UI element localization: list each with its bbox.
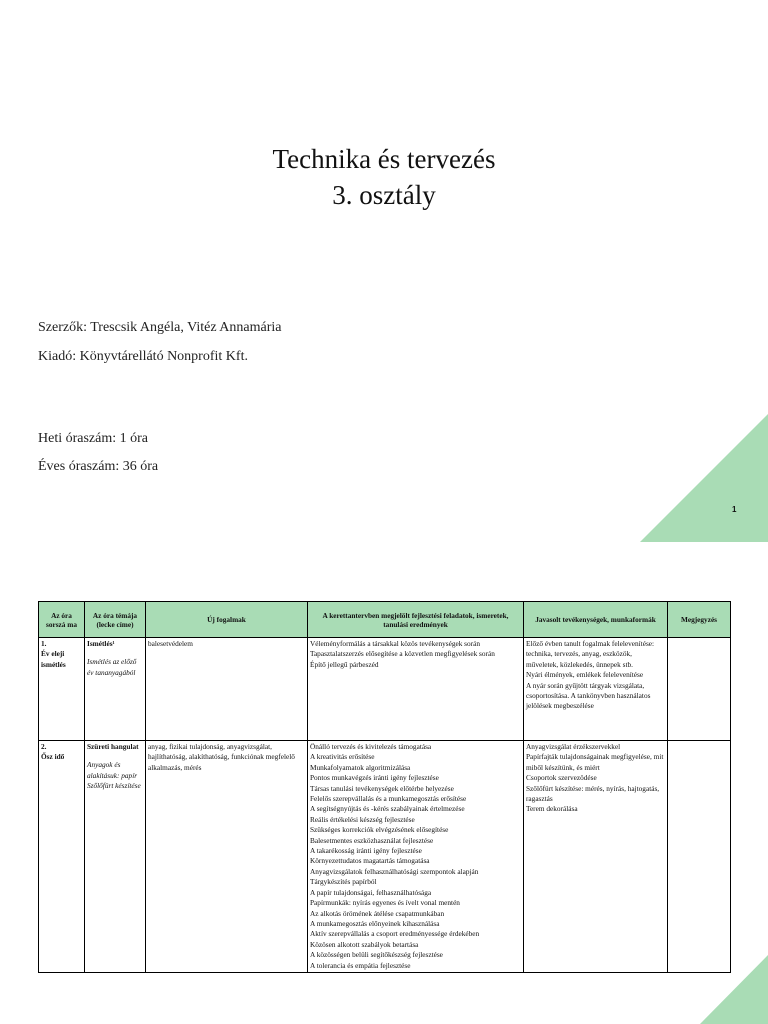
page-number: 1: [732, 505, 737, 514]
activities-cell: [524, 638, 668, 741]
goal-item: Aktív szerepvállalás a csoport eredményessége érdekében: [310, 929, 480, 939]
lesson-number: 2.: [41, 742, 47, 751]
activity-item: Terem dekorálása: [526, 804, 578, 814]
lesson-number-label: Ősz idő: [41, 752, 65, 762]
goal-item: Építő jellegű párbeszéd: [310, 659, 379, 669]
goal-item: Szükséges korrekciók elvégzésének elősegítése: [310, 825, 449, 835]
goal-item: Tárgykészítés papírból: [310, 877, 377, 887]
goal-item: Véleményformálás a társakkal közös tevékenységek során: [310, 639, 480, 648]
header-cell: A kerettantervben megjelölt fejlesztési feladatok, ismeretek, tanulási eredmények: [308, 602, 524, 638]
header-cell: Megjegyzés: [668, 602, 731, 638]
activities-cell: [524, 741, 668, 973]
document-title: Technika és tervezés: [272, 144, 496, 174]
lesson-number-cell: [39, 638, 85, 741]
goal-item: Balesetmentes eszközhasználat fejlesztése: [310, 835, 434, 845]
goal-item: A segítségnyújtás és -kérés szabályainak értelmezése: [310, 804, 465, 814]
lesson-topic-cell: [85, 638, 146, 741]
weekly-hours: Heti óraszám: 1 óra: [38, 431, 149, 446]
lesson-topic-cell: [85, 741, 146, 973]
document-subtitle: 3. osztály: [332, 180, 436, 210]
concepts-cell: anyag, fizikai tulajdonság, anyagvizsgálat, hajlíthatóság, alakíthatóság, funkciónak megfelelő alkalmazás, mérés: [146, 741, 308, 973]
lesson-plan-table: [38, 601, 731, 973]
table-row: [39, 638, 731, 741]
goal-item: Pontos munkavégzés iránti igény fejlesztése: [310, 773, 439, 783]
goal-item: A takarékosság iránti igény fejlesztése: [310, 846, 422, 856]
lesson-topic-note: Anyagok és alakításuk: papír Szőlőfürt készítése: [87, 760, 141, 791]
lesson-topic-note: Ismétlés az előző év tananyagából: [87, 657, 137, 677]
activity-item: Nyári élmények, emlékek felelevenítése: [526, 670, 644, 680]
green-triangle-decoration: [700, 955, 768, 1024]
activity-item: Anyagvizsgálat érzékszervekkel: [526, 742, 621, 751]
goal-item: Reális értékelési készség fejlesztése: [310, 814, 415, 824]
header-cell: Az óra témája (lecke címe): [85, 602, 146, 638]
goal-item: Munkafolyamatok algoritmizálása: [310, 762, 411, 772]
goals-cell: [308, 638, 524, 741]
goal-item: A papír tulajdonságai, felhasználhatósága: [310, 887, 432, 897]
goal-item: Tapasztalatszerzés elősegítése a közvetlen megfigyelések során: [310, 649, 495, 659]
header-cell: Az óra sorszá ma: [39, 602, 85, 638]
activity-item: Csoportok szervezödése: [526, 773, 597, 783]
lesson-topic: Szüreti hangulat: [87, 742, 139, 751]
lesson-number-cell: [39, 741, 85, 973]
header-cell: Javasolt tevékenységek, munkaformák: [524, 602, 668, 638]
goal-item: A közösségen belüli segítőkészség fejlesztése: [310, 950, 443, 960]
activity-item: Papírfajták tulajdonságainak megfigyelése, mit miből készítünk, és miért: [526, 752, 664, 772]
header-cell: Új fogalmak: [146, 602, 308, 638]
goal-item: A munkamegosztás előnyeinek kihasználása: [310, 918, 440, 928]
lesson-number: 1.: [41, 639, 47, 648]
goal-item: Közösen alkotott szabályok betartása: [310, 939, 419, 949]
lesson-number-label: Év eleji ismétlés: [41, 649, 66, 669]
goal-item: Társas tanulási tevékenységek előtérbe helyezése: [310, 783, 454, 793]
yearly-hours: Éves óraszám: 36 óra: [38, 459, 159, 474]
note-cell: [668, 741, 731, 973]
activity-item: Előző évben tanult fogalmak felelevenítése: technika, tervezés, anyag, eszközök, műveletek, közlekedés, ünnepek stb.: [526, 639, 655, 669]
table-header-row: [39, 602, 731, 638]
table-row: [39, 741, 731, 973]
goals-cell: [308, 741, 524, 973]
activity-item: Szőlőfürt készítése: mérés, nyírás, hajtogatás, ragasztás: [526, 783, 660, 804]
green-triangle-decoration: [640, 414, 768, 542]
authors: Szerzők: Trescsik Angéla, Vitéz Annamária: [38, 320, 282, 335]
activity-item: A nyár során gyűjtött tárgyak vizsgálata, csoportosítása. A tankönyvben használatos jelölések megbeszélése: [526, 680, 651, 711]
goal-item: Önálló tervezés és kivitelezés támogatása: [310, 742, 432, 751]
goal-item: Felelős szerepvállalás és a munkamegosztás erősítése: [310, 794, 467, 804]
concepts-cell: balesetvédelem: [146, 638, 308, 741]
goal-item: Az alkotás örömének átélése csapatmunkában: [310, 908, 445, 918]
publisher: Kiadó: Könyvtárellátó Nonprofit Kft.: [38, 349, 248, 364]
goal-item: A tolerancia és empátia fejlesztése: [310, 960, 411, 970]
goal-item: Papírmunkák: nyírás egyenes és ívelt vonal mentén: [310, 898, 460, 908]
goal-item: Anyagvizsgálatok felhasználhatósági szempontok alapján: [310, 866, 479, 876]
note-cell: [668, 638, 731, 741]
goal-item: A kreativitás erősítése: [310, 752, 375, 762]
lesson-topic: Ismétlés¹: [87, 639, 115, 648]
goal-item: Környezettudatos magatartás támogatása: [310, 856, 430, 866]
